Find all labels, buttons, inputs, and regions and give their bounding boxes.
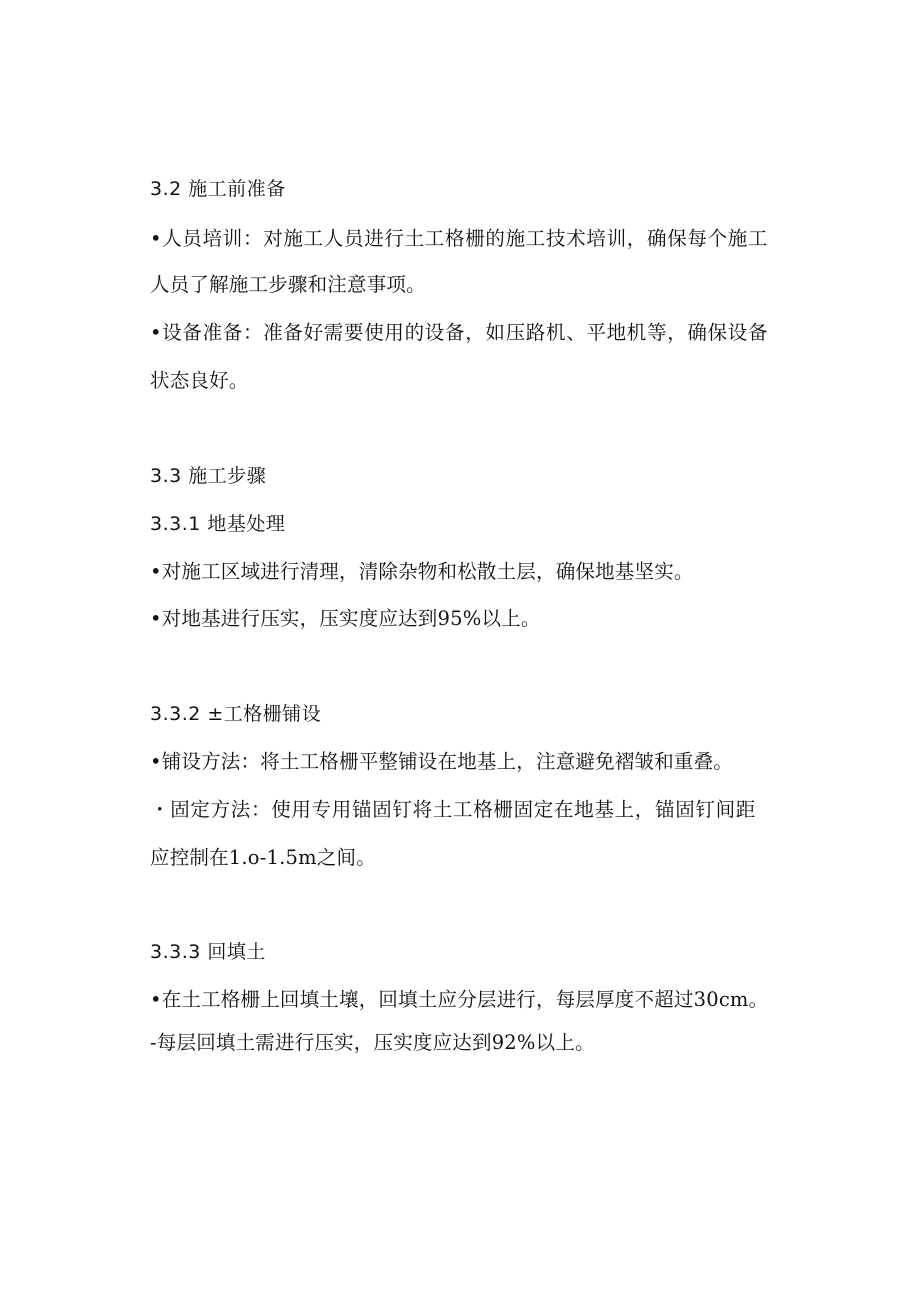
bullet-personnel-training-line2: 人员了解施工步骤和注意事项。 xyxy=(150,273,426,296)
bullet-laying-method: •铺设方法：将土工格栅平整铺设在地基上，注意避免褶皱和重叠。 xyxy=(150,750,734,773)
bullet-backfill-compaction: -每层回填土需进行压实，压实度应达到92%以上。 xyxy=(150,1031,595,1054)
bullet-equipment-prep-line2: 状态良好。 xyxy=(150,369,249,392)
bullet-site-clearing: •对施工区域进行清理，清除杂物和松散土层，确保地基坚实。 xyxy=(150,560,694,583)
bullet-backfill-layers: •在土工格栅上回填土壤，回填土应分层进行，每层厚度不超过30cm。 xyxy=(150,988,769,1011)
section-heading-3-3-1: 3.3.1 地基处理 xyxy=(150,513,286,535)
bullet-equipment-prep-line1: •设备准备：准备好需要使用的设备，如压路机、平地机等，确保设备 xyxy=(150,321,769,344)
bullet-foundation-compaction: •对地基进行压实，压实度应达到95%以上。 xyxy=(150,607,541,630)
bullet-personnel-training-line1: •人员培训：对施工人员进行土工格栅的施工技术培训，确保每个施工 xyxy=(150,227,769,250)
section-heading-3-3-3: 3.3.3 回填土 xyxy=(150,941,266,963)
section-heading-3-2: 3.2 施工前准备 xyxy=(150,178,286,200)
bullet-fixing-method-line2: 应控制在1.o-1.5m之间。 xyxy=(150,846,376,869)
bullet-fixing-method-line1: ・固定方法：使用专用锚固钉将土工格栅固定在地基上，锚固钉间距 xyxy=(150,798,757,821)
section-heading-3-3-2: 3.3.2 ±工格栅铺设 xyxy=(150,703,322,725)
section-heading-3-3: 3.3 施工步骤 xyxy=(150,465,267,487)
